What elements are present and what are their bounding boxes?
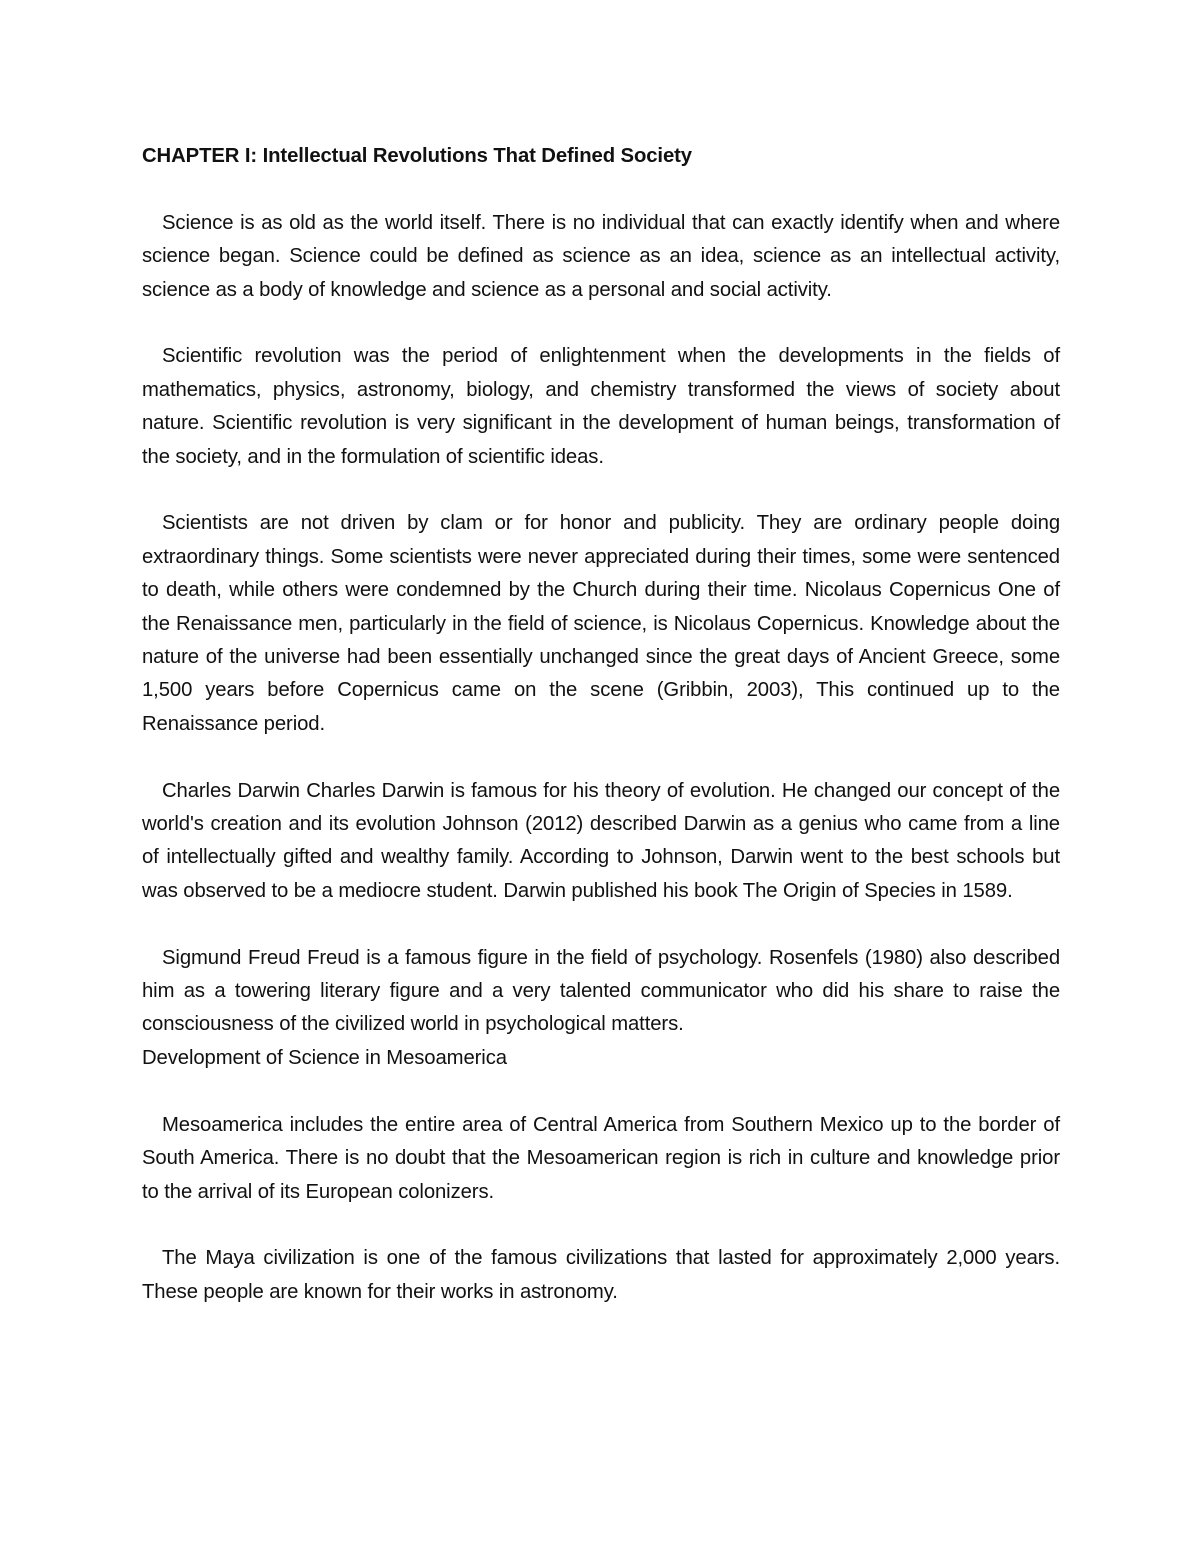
paragraph-science-definition: Science is as old as the world itself. There is no individual that can exactly identify when and where science began. Science could be defined as science as an idea, science as an intellectual activity, science as a body of knowledge and science as a personal and social activity. <box>142 211 1060 301</box>
paragraph-sigmund-freud: Sigmund Freud Freud is a famous figure in the field of psychology. Rosenfels (1980) also described him as a towering literary figure and a very talented communicator who did his share to raise the consciousness of the civilized world in psychological matters. <box>142 946 1060 1036</box>
chapter-title: CHAPTER I: Intellectual Revolutions That Defined Society <box>142 145 692 167</box>
section-subheading: Development of Science in Mesoamerica <box>142 1046 507 1069</box>
paragraph-scientists-copernicus: Scientists are not driven by clam or for honor and publicity. They are ordinary people doing extraordinary things. Some scientists were never appreciated during their times, some were sentenced to death, while others were condemned by the Church during their time. Nicolaus Copernicus One of the Renaissance men, particularly in the field of science, is Nicolaus Copernicus. Knowledge about the nature of the universe had been essentially unchanged since the great days of Ancient Greece, some 1,500 years before Copernicus came on the scene (Gribbin, 2003), This continued up to the Renaissance period. <box>142 512 1060 735</box>
paragraph-scientific-revolution: Scientific revolution was the period of enlightenment when the developments in the fields of mathematics, physics, astronomy, biology, and chemistry transformed the views of society about nature. Scientific revolution is very significant in the development of human beings, transformation of the society, and in the formulation of scientific ideas. <box>142 345 1060 468</box>
paragraph-maya-civilization: The Maya civilization is one of the famous civilizations that lasted for approximately 2,000 years. These people are known for their works in astronomy. <box>142 1247 1060 1303</box>
paragraph-charles-darwin: Charles Darwin Charles Darwin is famous for his theory of evolution. He changed our concept of the world's creation and its evolution Johnson (2012) described Darwin as a genius who came from a line of intellectually gifted and wealthy family. According to Johnson, Darwin went to the best schools but was observed to be a mediocre student. Darwin published his book The Origin of Species in 1589. <box>142 779 1060 902</box>
document-body <box>142 140 1060 1343</box>
paragraph-mesoamerica: Mesoamerica includes the entire area of Central America from Southern Mexico up to the border of South America. There is no doubt that the Mesoamerican region is rich in culture and knowledge prior to the arrival of its European colonizers. <box>142 1113 1060 1203</box>
